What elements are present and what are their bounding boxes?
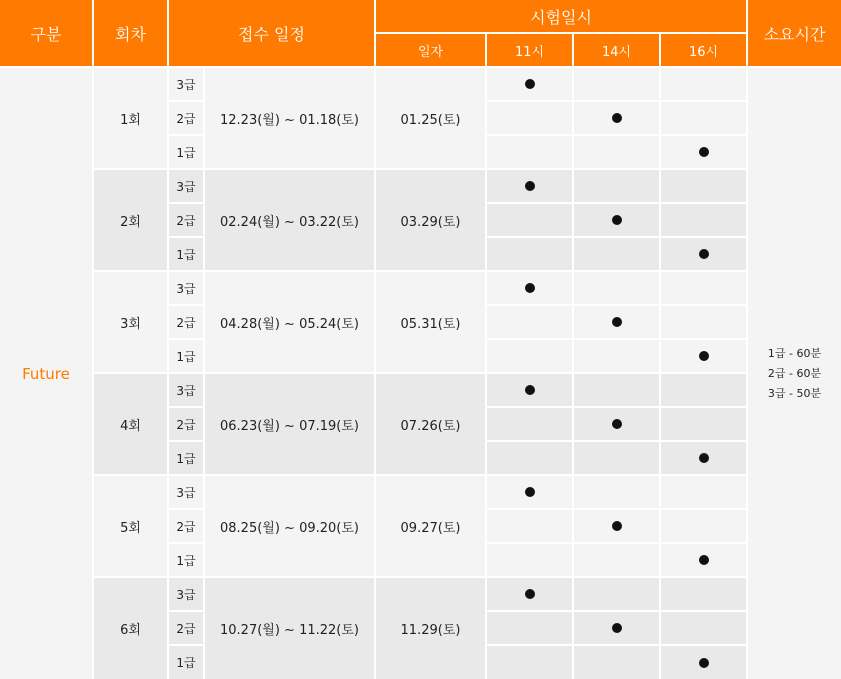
slot-grade1-14 [574, 136, 659, 168]
scheduled-dot [612, 113, 622, 123]
scheduled-dot [525, 385, 535, 395]
grade-1: 1급 [169, 544, 203, 576]
registration-period: 08.25(월) ~ 09.20(토) [205, 476, 374, 576]
header-registration: 접수 일정 [169, 0, 374, 66]
slot-grade3-11 [487, 170, 572, 202]
session-label: 6회 [94, 578, 167, 679]
duration-list [748, 68, 841, 679]
slot-grade2-14 [574, 612, 659, 644]
slot-grade3-14 [574, 170, 659, 202]
slot-grade2-11 [487, 102, 572, 134]
header-time-16: 16시 [661, 34, 746, 66]
scheduled-dot [525, 487, 535, 497]
slot-grade2-11 [487, 612, 572, 644]
slot-grade1-11 [487, 136, 572, 168]
scheduled-dot [612, 215, 622, 225]
slot-grade1-16 [661, 136, 746, 168]
header-time-11: 11시 [487, 34, 572, 66]
scheduled-dot [525, 79, 535, 89]
scheduled-dot [699, 147, 709, 157]
slot-grade1-11 [487, 340, 572, 372]
registration-period: 06.23(월) ~ 07.19(토) [205, 374, 374, 474]
grade-1: 1급 [169, 238, 203, 270]
scheduled-dot [525, 589, 535, 599]
slot-grade3-16 [661, 68, 746, 100]
grade-3: 3급 [169, 578, 203, 610]
session-label: 5회 [94, 476, 167, 576]
slot-grade2-14 [574, 306, 659, 338]
slot-grade2-14 [574, 204, 659, 236]
header-date: 일자 [376, 34, 485, 66]
registration-period: 02.24(월) ~ 03.22(토) [205, 170, 374, 270]
slot-grade3-16 [661, 170, 746, 202]
slot-grade1-14 [574, 442, 659, 474]
duration-grade-1: 1급 - 60분 [767, 347, 822, 360]
slot-grade1-16 [661, 544, 746, 576]
slot-grade2-16 [661, 204, 746, 236]
grade-1: 1급 [169, 340, 203, 372]
scheduled-dot [699, 453, 709, 463]
scheduled-dot [612, 623, 622, 633]
slot-grade3-11 [487, 272, 572, 304]
grade-1: 1급 [169, 136, 203, 168]
grade-2: 2급 [169, 510, 203, 542]
slot-grade3-14 [574, 476, 659, 508]
exam-date: 03.29(토) [376, 170, 485, 270]
slot-grade3-11 [487, 374, 572, 406]
slot-grade2-16 [661, 612, 746, 644]
slot-grade3-16 [661, 374, 746, 406]
grade-2: 2급 [169, 408, 203, 440]
slot-grade2-11 [487, 510, 572, 542]
slot-grade1-14 [574, 544, 659, 576]
exam-date: 09.27(토) [376, 476, 485, 576]
registration-period: 12.23(월) ~ 01.18(토) [205, 68, 374, 168]
slot-grade1-16 [661, 646, 746, 679]
grade-3: 3급 [169, 374, 203, 406]
duration-grade-2: 2급 - 60분 [767, 367, 822, 380]
exam-date: 11.29(토) [376, 578, 485, 679]
scheduled-dot [525, 283, 535, 293]
scheduled-dot [612, 317, 622, 327]
registration-period: 10.27(월) ~ 11.22(토) [205, 578, 374, 679]
header-session: 회차 [94, 0, 167, 66]
slot-grade3-14 [574, 578, 659, 610]
session-label: 4회 [94, 374, 167, 474]
grade-2: 2급 [169, 204, 203, 236]
grade-1: 1급 [169, 442, 203, 474]
slot-grade3-16 [661, 272, 746, 304]
header-time-14: 14시 [574, 34, 659, 66]
slot-grade1-14 [574, 340, 659, 372]
slot-grade2-11 [487, 204, 572, 236]
slot-grade3-16 [661, 476, 746, 508]
duration-grade-3: 3급 - 50분 [767, 387, 822, 400]
exam-date: 01.25(토) [376, 68, 485, 168]
session-label: 1회 [94, 68, 167, 168]
slot-grade2-14 [574, 102, 659, 134]
slot-grade3-11 [487, 578, 572, 610]
slot-grade1-16 [661, 340, 746, 372]
scheduled-dot [699, 555, 709, 565]
scheduled-dot [612, 419, 622, 429]
slot-grade2-16 [661, 510, 746, 542]
scheduled-dot [612, 521, 622, 531]
grade-1: 1급 [169, 646, 203, 679]
slot-grade2-14 [574, 408, 659, 440]
slot-grade1-16 [661, 238, 746, 270]
exam-date: 05.31(토) [376, 272, 485, 372]
slot-grade2-16 [661, 102, 746, 134]
slot-grade2-11 [487, 408, 572, 440]
exam-date: 07.26(토) [376, 374, 485, 474]
grade-2: 2급 [169, 102, 203, 134]
slot-grade1-16 [661, 442, 746, 474]
grade-3: 3급 [169, 476, 203, 508]
category-future: Future [0, 68, 92, 679]
registration-period: 04.28(월) ~ 05.24(토) [205, 272, 374, 372]
slot-grade1-11 [487, 442, 572, 474]
slot-grade3-11 [487, 476, 572, 508]
scheduled-dot [525, 181, 535, 191]
scheduled-dot [699, 351, 709, 361]
grade-2: 2급 [169, 612, 203, 644]
header-exam-datetime: 시험일시 [376, 0, 746, 32]
header-category: 구분 [0, 0, 92, 66]
slot-grade1-11 [487, 544, 572, 576]
header-duration: 소요시간 [748, 0, 841, 66]
slot-grade2-14 [574, 510, 659, 542]
slot-grade3-16 [661, 578, 746, 610]
scheduled-dot [699, 249, 709, 259]
slot-grade1-11 [487, 238, 572, 270]
session-label: 2회 [94, 170, 167, 270]
slot-grade3-11 [487, 68, 572, 100]
slot-grade3-14 [574, 68, 659, 100]
session-label: 3회 [94, 272, 167, 372]
grade-3: 3급 [169, 272, 203, 304]
slot-grade1-14 [574, 238, 659, 270]
slot-grade2-11 [487, 306, 572, 338]
slot-grade2-16 [661, 306, 746, 338]
grade-3: 3급 [169, 68, 203, 100]
slot-grade3-14 [574, 374, 659, 406]
grade-2: 2급 [169, 306, 203, 338]
slot-grade2-16 [661, 408, 746, 440]
grade-3: 3급 [169, 170, 203, 202]
slot-grade1-11 [487, 646, 572, 679]
scheduled-dot [699, 658, 709, 668]
slot-grade3-14 [574, 272, 659, 304]
slot-grade1-14 [574, 646, 659, 679]
